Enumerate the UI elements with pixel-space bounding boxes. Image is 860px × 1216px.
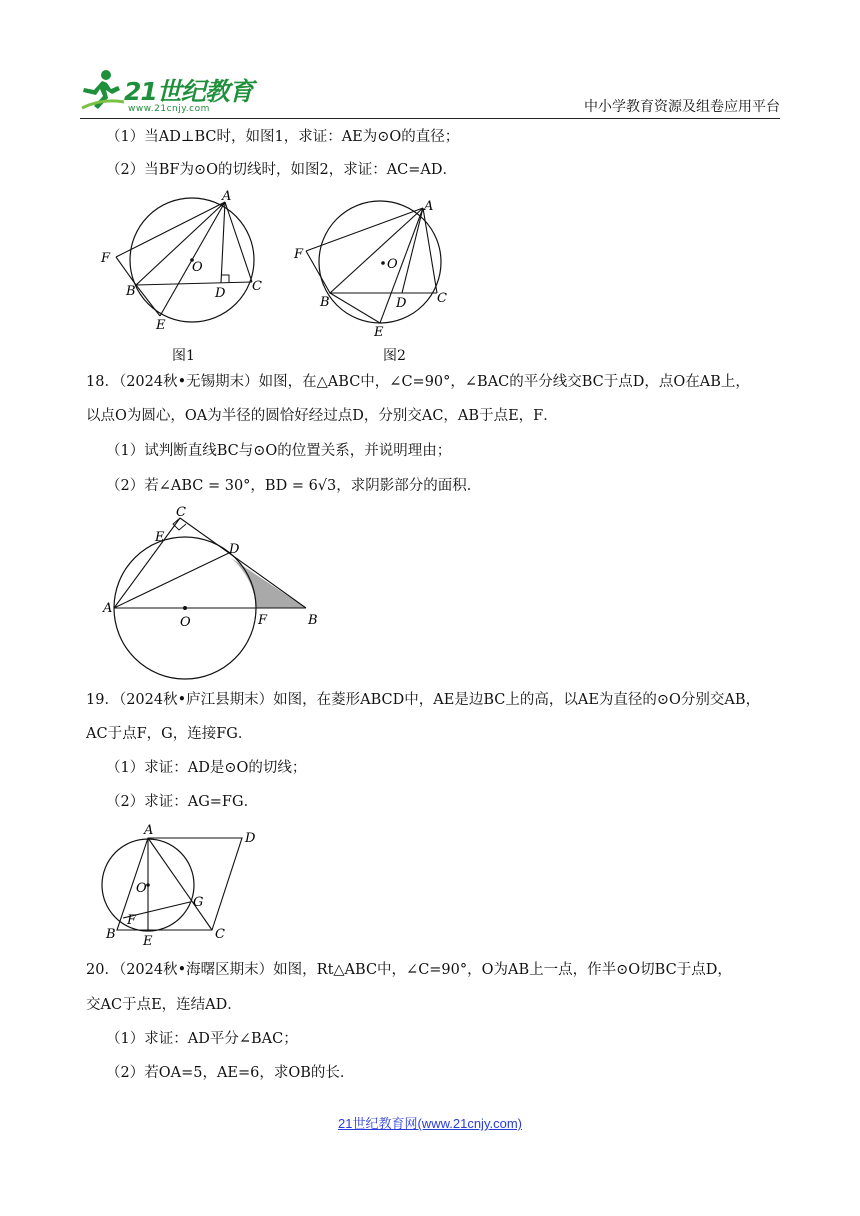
q20-part2: （2）若OA=5，AE=6，求OB的长． <box>106 1065 355 1081</box>
figure-1 <box>96 186 286 336</box>
q19-label-o: O <box>136 881 147 896</box>
fig2-caption: 图2 <box>383 348 406 364</box>
runner-logo-icon <box>80 68 126 112</box>
fig2-label-a: A <box>424 199 434 214</box>
fig1-label-a: A <box>222 189 232 204</box>
q18-label-f: F <box>258 613 268 628</box>
fig1-label-b: B <box>126 284 136 299</box>
q19-label-f: F <box>127 913 137 928</box>
q19-label-a: A <box>144 823 154 838</box>
fig1-label-e: E <box>156 318 166 333</box>
q18-label-e: E <box>155 530 165 545</box>
footer-link[interactable]: 21世纪教育网(www.21cnjy.com) <box>338 1116 522 1131</box>
fig1-caption: 图1 <box>172 348 195 364</box>
fig2-label-d: D <box>396 296 407 311</box>
logo-text: 21世纪教育 <box>124 77 253 106</box>
q18-part1: （1）试判断直线BC与⊙O的位置关系，并说明理由； <box>106 443 452 459</box>
logo-url: www.21cnjy.com <box>128 104 210 114</box>
q18-label-c: C <box>176 505 186 520</box>
q20-part1: （1）求证：AD平分∠BAC； <box>106 1031 298 1047</box>
platform-name: 中小学教育资源及组卷应用平台 <box>584 99 780 115</box>
fig1-label-o: O <box>192 260 203 275</box>
q18-label-b: B <box>308 613 318 628</box>
q19-part2: （2）求证：AG=FG． <box>106 794 259 810</box>
fig2-label-b: B <box>320 295 330 310</box>
q20-stem-line1: 20．（2024秋•海曙区期末）如图，Rt△ABC中，∠C=90°，O为AB上一点，作半⊙O切BC于点D， <box>86 962 732 978</box>
fig1-label-c: C <box>252 279 262 294</box>
q18-label-o: O <box>180 615 191 630</box>
page-header <box>80 66 780 120</box>
q19-part1: （1）求证：AD是⊙O的切线； <box>106 760 307 776</box>
q18-label-d: D <box>229 542 240 557</box>
fig2-label-o: O <box>387 257 398 272</box>
q17-part1: （1）当AD⊥BC时，如图1，求证：AE为⊙O的直径； <box>106 129 460 145</box>
figure-q19 <box>98 820 268 950</box>
figure-2 <box>290 190 460 340</box>
fig1-label-f: F <box>101 251 111 266</box>
q18-label-a: A <box>103 601 113 616</box>
logo <box>80 66 280 120</box>
q18-stem-line2: 以点O为圆心，OA为半径的圆恰好经过点D，分别交AC，AB于点E，F． <box>86 408 558 424</box>
fig1-label-d: D <box>215 286 226 301</box>
q19-stem-line2: AC于点F，G，连接FG． <box>86 726 253 742</box>
q18-part2: （2）若∠ABC = 30°，BD = 6√3，求阴影部分的面积． <box>106 478 482 494</box>
q17-part2: （2）当BF为⊙O的切线时，如图2，求证：AC=AD． <box>106 162 458 178</box>
q18-stem-line1: 18．（2024秋•无锡期末）如图，在△ABC中，∠C=90°，∠BAC的平分线交BC于点D，点O在AB上， <box>86 374 750 390</box>
q20-stem-line2: 交AC于点E，连结AD． <box>86 997 242 1013</box>
q19-label-e: E <box>143 934 153 949</box>
fig2-label-e: E <box>374 325 384 340</box>
q19-label-g: G <box>193 895 204 910</box>
q19-label-c: C <box>215 927 225 942</box>
header-divider <box>80 118 780 119</box>
fig2-label-f: F <box>294 247 304 262</box>
q19-label-b: B <box>106 927 116 942</box>
q19-stem-line1: 19．（2024秋•庐江县期末）如图，在菱形ABCD中，AE是边BC上的高，以AE为直径的⊙O分别交AB， <box>86 692 761 708</box>
figure-q18 <box>100 500 330 680</box>
q19-label-d: D <box>245 831 256 846</box>
fig2-label-c: C <box>437 291 447 306</box>
page-footer <box>0 1113 860 1132</box>
